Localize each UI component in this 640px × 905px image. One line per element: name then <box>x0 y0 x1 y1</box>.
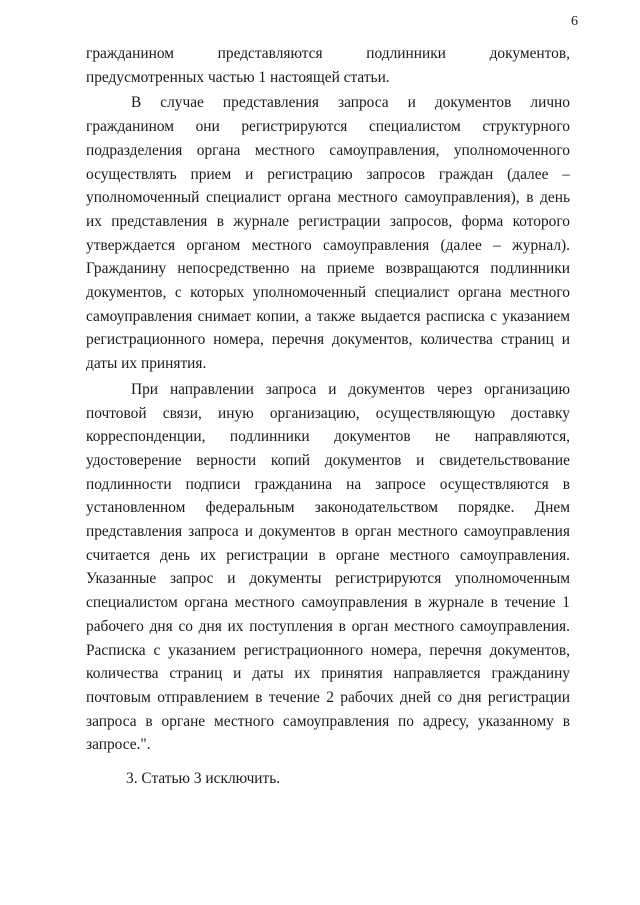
paragraph-continuation: гражданином представляются подлинники документов, предусмотренных частью 1 настоящей статьи. <box>86 45 570 86</box>
paragraph-personal-submission: В случае представления запроса и документов лично гражданином они регистрируются специалистом структурного подразделения органа местного самоуправления, уполномоченного осуществлять прием и регистрацию запросов граждан (далее – уполномоченный специалист органа местного самоуправления), в день их представления в журнале регистрации запросов, форма которого утверждается органом местного самоуправления (далее – журнал). Гражданину непосредственно на приеме возвращаются подлинники документов, с которых уполномоченный специалист органа местного самоуправления снимает копии, а также выдается расписка с указанием регистрационного номера, перечня документов, количества страниц и даты их принятия. <box>86 94 570 373</box>
paragraph-item-3: 3. Статью 3 исключить. <box>126 770 281 788</box>
page-number: 6 <box>571 14 578 29</box>
paragraph-postal-submission: При направлении запроса и документов через организацию почтовой связи, иную организацию, осуществляющую доставку корреспонденции, подлинники документов не направляются, удостоверение верности копий документов и свидетельствование подлинности подписи гражданина на запросе осуществляются в установленном федеральным законодательством порядке. Днем представления запроса и документов в орган местного самоуправления считается день их регистрации в органе местного самоуправления. Указанные запрос и документы регистрируются уполномоченным специалистом органа местного самоуправления в журнале в течение 1 рабочего дня со дня их поступления в орган местного самоуправления. Расписка с указанием регистрационного номера, перечня документов, количества страниц и даты их принятия направляется гражданину почтовым отправлением в течение 2 рабочих дней со дня регистрации запроса в органе местного самоуправления по адресу, указанному в запросе.". <box>86 380 570 754</box>
document-body <box>86 42 570 791</box>
